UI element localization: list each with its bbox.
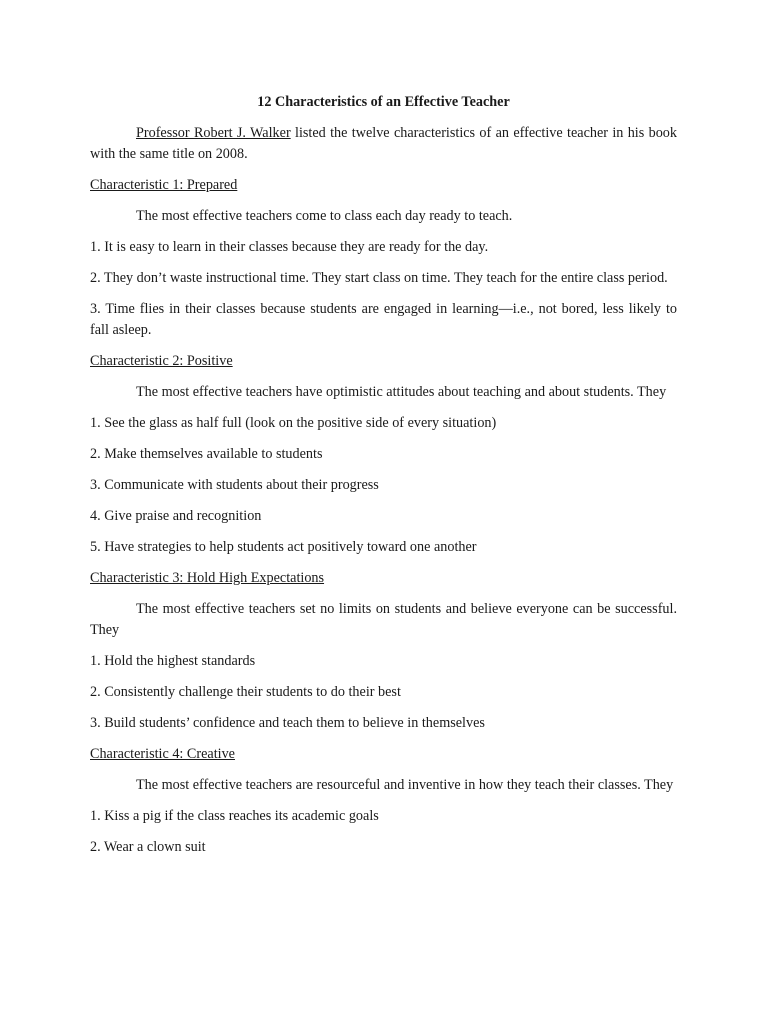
list-item: 2. They don’t waste instructional time. They start class on time. They teach for the entire class period. — [90, 270, 668, 286]
document-page — [90, 92, 677, 868]
list-item: 2. Make themselves available to students — [90, 446, 323, 462]
list-item: 3. Time flies in their classes because students are engaged in learning—i.e., not bored, less likely to fall asleep. — [90, 301, 677, 338]
list-item: 4. Give praise and recognition — [90, 508, 262, 524]
section-lead-4: The most effective teachers are resourceful and inventive in how they teach their classes. They — [136, 777, 674, 793]
list-item: 2. Wear a clown suit — [90, 839, 206, 855]
list-item: 2. Consistently challenge their students to do their best — [90, 684, 401, 700]
list-item: 3. Communicate with students about their progress — [90, 477, 379, 493]
list-item: 1. Kiss a pig if the class reaches its academic goals — [90, 808, 379, 824]
intro-paragraph — [90, 123, 677, 165]
section-heading-4: Characteristic 4: Creative — [90, 746, 235, 762]
section-lead-3: The most effective teachers set no limits on students and believe everyone can be successful. They — [90, 601, 677, 638]
section-lead-1: The most effective teachers come to class each day ready to teach. — [136, 208, 513, 224]
document-title: 12 Characteristics of an Effective Teacher — [257, 94, 510, 110]
section-lead-2: The most effective teachers have optimistic attitudes about teaching and about students. They — [136, 384, 667, 400]
list-item: 3. Build students’ confidence and teach them to believe in themselves — [90, 715, 485, 731]
section-heading-3: Characteristic 3: Hold High Expectations — [90, 570, 325, 586]
intro-text: listed the twelve characteristics of an effective teacher in his book with the same title on 2008. — [90, 125, 677, 162]
list-item: 1. See the glass as half full (look on the positive side of every situation) — [90, 415, 497, 431]
section-heading-1: Characteristic 1: Prepared — [90, 177, 238, 193]
section-heading-2: Characteristic 2: Positive — [90, 353, 233, 369]
list-item: 5. Have strategies to help students act positively toward one another — [90, 539, 477, 555]
author-name: Professor Robert J. Walker — [136, 125, 291, 141]
list-item: 1. Hold the highest standards — [90, 653, 256, 669]
list-item: 1. It is easy to learn in their classes because they are ready for the day. — [90, 239, 489, 255]
